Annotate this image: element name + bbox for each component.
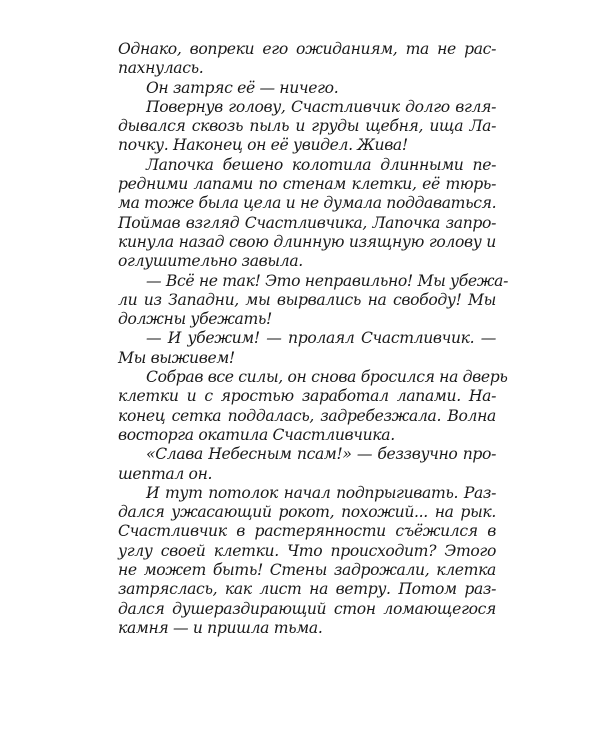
paragraph — [118, 445, 496, 484]
text-line: — Всё не так! Это неправильно! Мы убежа- — [146, 271, 509, 290]
paragraph — [118, 271, 509, 330]
text-line: ли из Западни, мы вырвались на свободу! Мы — [118, 290, 496, 309]
paragraph — [118, 156, 496, 272]
text-line: углу своей клетки. Что происходит? Этого — [118, 541, 496, 560]
text-line: камня — и пришла тьма. — [118, 618, 323, 637]
text-line: затряслась, как лист на ветру. Потом раз- — [118, 580, 496, 599]
paragraph — [118, 329, 496, 368]
text-line: дался душераздирающий стон ломающегося — [118, 599, 496, 618]
text-line: почку. Наконец он её увидел. Жива! — [118, 136, 408, 155]
text-line: редними лапами по стенам клетки, её тюрь- — [118, 175, 496, 194]
text-line: дался ужасающий рокот, похожий... на рык. — [118, 503, 496, 522]
text-line: должны убежать! — [118, 310, 272, 329]
text-line: «Слава Небесным псам!» — беззвучно про- — [146, 445, 496, 464]
text-line: И тут потолок начал подпрыгивать. Раз- — [146, 483, 496, 502]
text-line: не может быть! Стены задрожали, клетка — [118, 561, 496, 580]
text-line: кинула назад свою длинную изящную голову и — [118, 232, 496, 251]
text-line: шептал он. — [118, 464, 213, 483]
text-line: Повернув голову, Счастливчик долго вгля- — [146, 97, 496, 116]
paragraph — [118, 98, 496, 156]
text-line: Собрав все силы, он снова бросился на дверь — [146, 368, 508, 387]
paragraph — [118, 368, 508, 445]
text-line: Счастливчик в растерянности съёжился в — [118, 522, 496, 541]
paragraph — [118, 484, 496, 638]
paragraph — [118, 40, 496, 79]
text-line: Поймав взгляд Счастливчика, Лапочка запро- — [118, 213, 496, 232]
text-line: Мы выживем! — [118, 348, 235, 367]
paragraph — [118, 79, 496, 98]
text-line: восторга окатила Счастливчика. — [118, 425, 395, 444]
text-line: — И убежим! — пролаял Счастливчик. — — [146, 329, 496, 348]
text-line: дывался сквозь пыль и груды щебня, ища Ла- — [118, 117, 496, 136]
text-line: Лапочка бешено колотила длинными пе- — [146, 155, 496, 174]
text-line: оглушительно завыла. — [118, 252, 303, 271]
text-line: пахнулась. — [118, 59, 204, 78]
text-line: ма тоже была цела и не думала поддаваться. — [118, 194, 497, 213]
body-text — [118, 40, 509, 638]
text-line: Однако, вопреки его ожиданиям, та не рас- — [118, 40, 496, 58]
text-line: клетки и с яростью заработал лапами. На- — [118, 387, 496, 406]
text-line: Он затряс её — ничего. — [146, 78, 339, 97]
text-line: конец сетка поддалась, задребезжала. Волна — [118, 406, 496, 425]
